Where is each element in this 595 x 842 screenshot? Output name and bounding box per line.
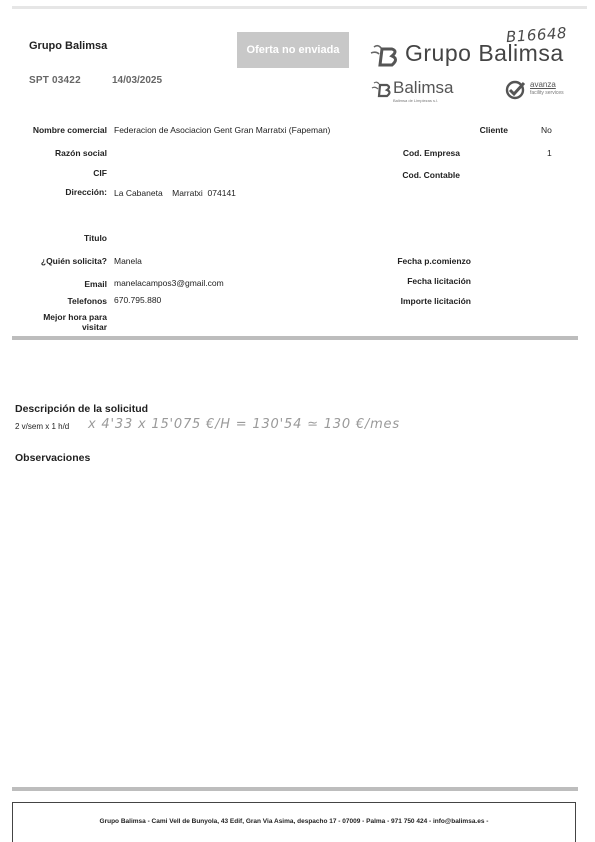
- field-label-razon-social: Razón social: [55, 148, 107, 158]
- section-separator: [12, 336, 578, 340]
- handwritten-code: B16648: [505, 23, 568, 47]
- bottom-separator: [12, 787, 578, 791]
- logo-sub-tagline: Balimsa de Limpiezas s.l.: [393, 98, 439, 103]
- avanza-tagline: facility services: [530, 90, 564, 96]
- field-label-quien-solicita: ¿Quién solicita?: [40, 256, 107, 266]
- field-label-direccion: Dirección:: [65, 187, 107, 197]
- field-value-direccion: La Cabaneta Marratxi 074141: [114, 188, 236, 198]
- field-value-quien-solicita: Manela: [114, 256, 142, 266]
- footer-address: Grupo Balimsa - Cami Vell de Bunyola, 43 Edif, Gran Via Asima, despacho 17 - 07009 - Palma - 971 750 424 - info@balimsa.es -: [99, 818, 489, 825]
- handwritten-calculation: x 4'33 x 15'075 €/H = 130'54 ≃ 130 €/mes: [88, 417, 400, 432]
- observations-title: Observaciones: [15, 452, 91, 464]
- field-value-email: manelacampos3@gmail.com: [114, 278, 224, 288]
- status-badge: Oferta no enviada: [237, 32, 349, 68]
- field-label-cliente: Cliente: [479, 125, 508, 135]
- logo-sub-text: Balimsa: [393, 78, 454, 97]
- avanza-check-icon: [505, 80, 527, 100]
- field-label-email: Email: [84, 279, 107, 289]
- field-value-cliente: No: [541, 125, 552, 135]
- field-label-cod-empresa: Cod. Empresa: [402, 148, 460, 158]
- balimsa-sub-logo-icon: [370, 80, 392, 100]
- field-label-fecha-licitacion: Fecha licitación: [407, 276, 471, 286]
- document-date: 14/03/2025: [112, 75, 163, 86]
- balimsa-logo-mark-icon: [368, 43, 400, 69]
- field-label-cif: CIF: [93, 168, 107, 178]
- field-label-importe-licitacion: Importe licitación: [400, 296, 471, 306]
- field-value-telefonos: 670.795.880: [114, 295, 162, 305]
- top-rule: [12, 6, 587, 9]
- company-name: Grupo Balimsa: [29, 40, 108, 52]
- avanza-name: avanza: [530, 80, 556, 89]
- field-value-cod-empresa: 1: [547, 148, 552, 158]
- field-label-fecha-comienzo: Fecha p.comienzo: [397, 256, 471, 266]
- reference-number: SPT 03422: [29, 75, 81, 86]
- description-text: 2 v/sem x 1 h/d: [15, 422, 70, 431]
- field-label-titulo: Titulo: [84, 233, 107, 243]
- logo-main-text: Grupo Balimsa: [405, 40, 564, 66]
- field-value-nombre-comercial: Federacion de Asociacion Gent Gran Marratxi (Fapeman): [114, 125, 331, 135]
- field-label-cod-contable: Cod. Contable: [402, 170, 460, 180]
- field-label-nombre-comercial: Nombre comercial: [32, 125, 107, 135]
- field-label-telefonos: Telefonos: [67, 296, 107, 306]
- field-label-mejor-hora: Mejor hora para visitar: [43, 312, 107, 332]
- description-title: Descripción de la solicitud: [15, 403, 149, 415]
